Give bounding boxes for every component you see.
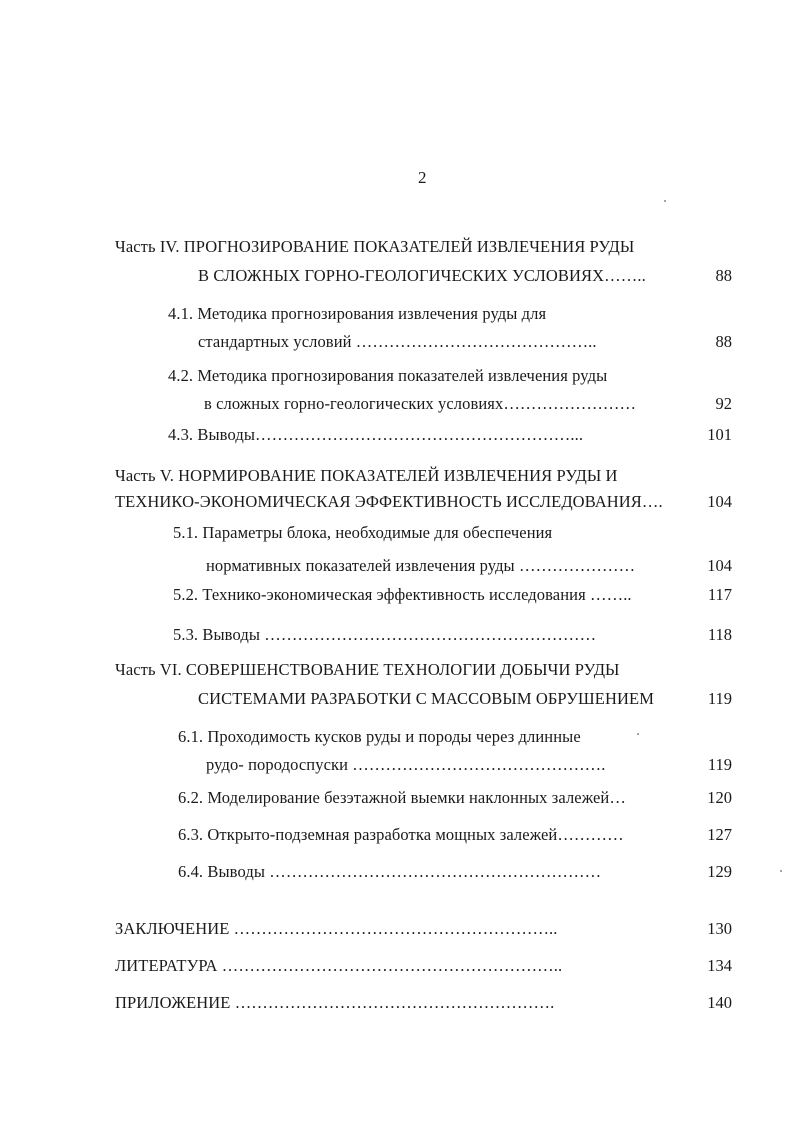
section-6-1-line2: рудо- породоспуски ………………………………………. (206, 755, 606, 774)
appendix-page: 140 (707, 993, 732, 1012)
scan-speck (780, 870, 782, 872)
section-4-3-page: 101 (707, 425, 732, 444)
part4-page: 88 (715, 266, 732, 285)
scan-speck (664, 200, 666, 202)
part5-title-line1: Часть V. НОРМИРОВАНИЕ ПОКАЗАТЕЛЕЙ ИЗВЛЕЧЕНИЯ РУДЫ И (115, 466, 618, 485)
section-5-3-line: 5.3. Выводы …………………………………………………… (173, 625, 597, 644)
section-4-2-page: 92 (715, 394, 732, 413)
section-6-3-page: 127 (707, 825, 732, 844)
section-5-3-page: 118 (707, 625, 732, 644)
section-6-4-line: 6.4. Выводы …………………………………………………… (178, 862, 602, 881)
section-6-1-line1: 6.1. Проходимость кусков руды и породы через длинные (178, 727, 581, 746)
part5-page: 104 (707, 492, 732, 511)
literature-line: ЛИТЕРАТУРА …………………………………………………….. (115, 956, 563, 975)
section-4-1-line2: стандартных условий …………………………………….. (198, 332, 597, 351)
part5-title-line2: ТЕХНИКО-ЭКОНОМИЧЕСКАЯ ЭФФЕКТИВНОСТЬ ИССЛЕДОВАНИЯ…. (115, 492, 663, 511)
section-4-3-line: 4.3. Выводы…………………………………………………... (168, 425, 584, 444)
conclusion-line: ЗАКЛЮЧЕНИЕ ………………………………………………….. (115, 919, 558, 938)
section-4-2-line2: в сложных горно-геологических условиях…………………… (204, 394, 637, 413)
section-5-2-line: 5.2. Технико-экономическая эффективность исследования …….. (173, 585, 632, 604)
section-6-1-page: 119 (707, 755, 732, 774)
conclusion-page: 130 (707, 919, 732, 938)
section-6-2-page: 120 (707, 788, 732, 807)
scan-speck (637, 733, 639, 735)
part4-title-line2: В СЛОЖНЫХ ГОРНО-ГЕОЛОГИЧЕСКИХ УСЛОВИЯХ…….. (198, 266, 646, 285)
part6-title-line2: СИСТЕМАМИ РАЗРАБОТКИ С МАССОВЫМ ОБРУШЕНИЕМ (198, 689, 654, 708)
page-number: 2 (418, 168, 427, 187)
part6-page: 119 (707, 689, 732, 708)
section-4-1-line1: 4.1. Методика прогнозирования извлечения руды для (168, 304, 547, 323)
literature-page: 134 (707, 956, 732, 975)
appendix-line: ПРИЛОЖЕНИЕ …………………………………………………. (115, 993, 555, 1012)
section-4-2-line1: 4.2. Методика прогнозирования показателей извлечения руды (168, 366, 608, 385)
section-5-1-line1: 5.1. Параметры блока, необходимые для обеспечения (173, 523, 553, 542)
section-6-4-page: 129 (707, 862, 732, 881)
section-5-1-line2: нормативных показателей извлечения руды ………………… (206, 556, 636, 575)
section-6-3-line: 6.3. Открыто-подземная разработка мощных залежей………… (178, 825, 624, 844)
section-4-1-page: 88 (715, 332, 732, 351)
section-6-2-line: 6.2. Моделирование безэтажной выемки наклонных залежей… (178, 788, 626, 807)
part6-title-line1: Часть VI. СОВЕРШЕНСТВОВАНИЕ ТЕХНОЛОГИИ ДОБЫЧИ РУДЫ (115, 660, 620, 679)
section-5-1-page: 104 (707, 556, 732, 575)
section-5-2-page: 117 (707, 585, 732, 604)
part4-title-line1: Часть IV. ПРОГНОЗИРОВАНИЕ ПОКАЗАТЕЛЕЙ ИЗВЛЕЧЕНИЯ РУДЫ (115, 237, 635, 256)
